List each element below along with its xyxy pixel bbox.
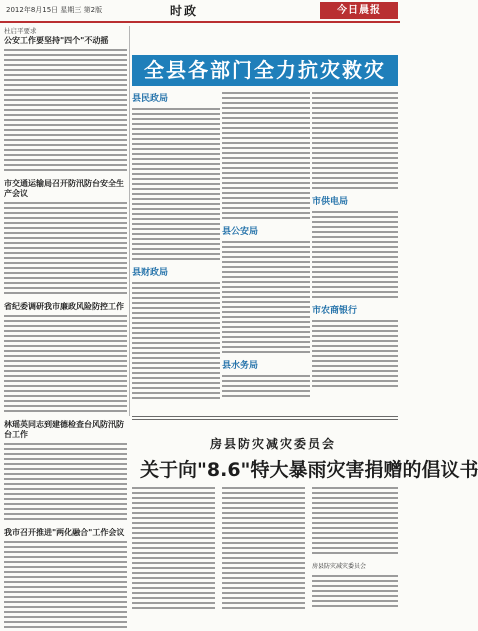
story1-kicker: 杜启平要求 [4,27,37,35]
public-security-body [222,241,310,356]
story4-body [4,443,127,523]
main-headline-banner: 全县各部门全力抗灾救灾 [132,55,398,86]
masthead-rule [0,21,400,23]
story1-headline: 公安工作要坚持"四个"不动摇 [4,36,109,45]
story1-body [4,49,127,174]
story3-body [4,315,127,415]
appeal-signature: 房县防灾减灾委员会 [312,563,367,570]
subhead-finance: 县财政局 [132,268,169,278]
main-story-column-3 [312,92,398,392]
story3-headline: 省纪委调研我市廉政风险防控工作 [4,302,124,311]
section-divider-double [132,419,398,420]
appeal-body-3 [312,487,398,557]
second-story-kicker: 房县防灾减灾委员会 [210,437,337,451]
water-affairs-body [222,375,310,400]
subhead-water-affairs: 县水务局 [222,361,259,371]
civil-affairs-body [132,108,220,263]
subhead-power-supply: 市供电局 [312,197,349,207]
finance-body [132,282,220,402]
rural-bank-body [312,320,398,390]
main-story-column-2 [222,92,310,392]
left-news-column [4,26,127,616]
column2-body-top [222,92,310,222]
main-story-column-1 [132,92,220,392]
appeal-column-3 [312,487,398,615]
subhead-public-security: 县公安局 [222,227,259,237]
subhead-rural-bank: 市农商银行 [312,306,358,316]
appeal-contact-info [312,575,398,610]
newspaper-logo: 今日晨报 [320,2,398,19]
masthead [0,0,400,22]
power-supply-body [312,211,398,301]
story5-headline: 我市召开推进"两化融合"工作会议 [4,528,125,537]
appeal-body-1 [132,487,215,612]
column3-body-top [312,92,398,192]
appeal-column-1 [132,487,215,615]
subhead-civil-affairs: 县民政局 [132,94,169,104]
section-title: 时政 [170,4,199,18]
appeal-body-2 [222,487,305,612]
appeal-column-2 [222,487,305,615]
story4-headline: 林瑶英同志到建德检查台风防汛防台工作 [4,420,124,439]
column-divider [129,26,130,416]
story2-headline: 市交通运输局召开防汛防台安全生产会议 [4,179,124,198]
story5-body [4,541,127,631]
section-divider [132,416,398,417]
issue-date: 2012年8月15日 星期三 第2版 [6,6,103,14]
story2-body [4,202,127,297]
second-story-headline: 关于向"8.6"特大暴雨灾害捐赠的倡议书 [140,459,478,481]
